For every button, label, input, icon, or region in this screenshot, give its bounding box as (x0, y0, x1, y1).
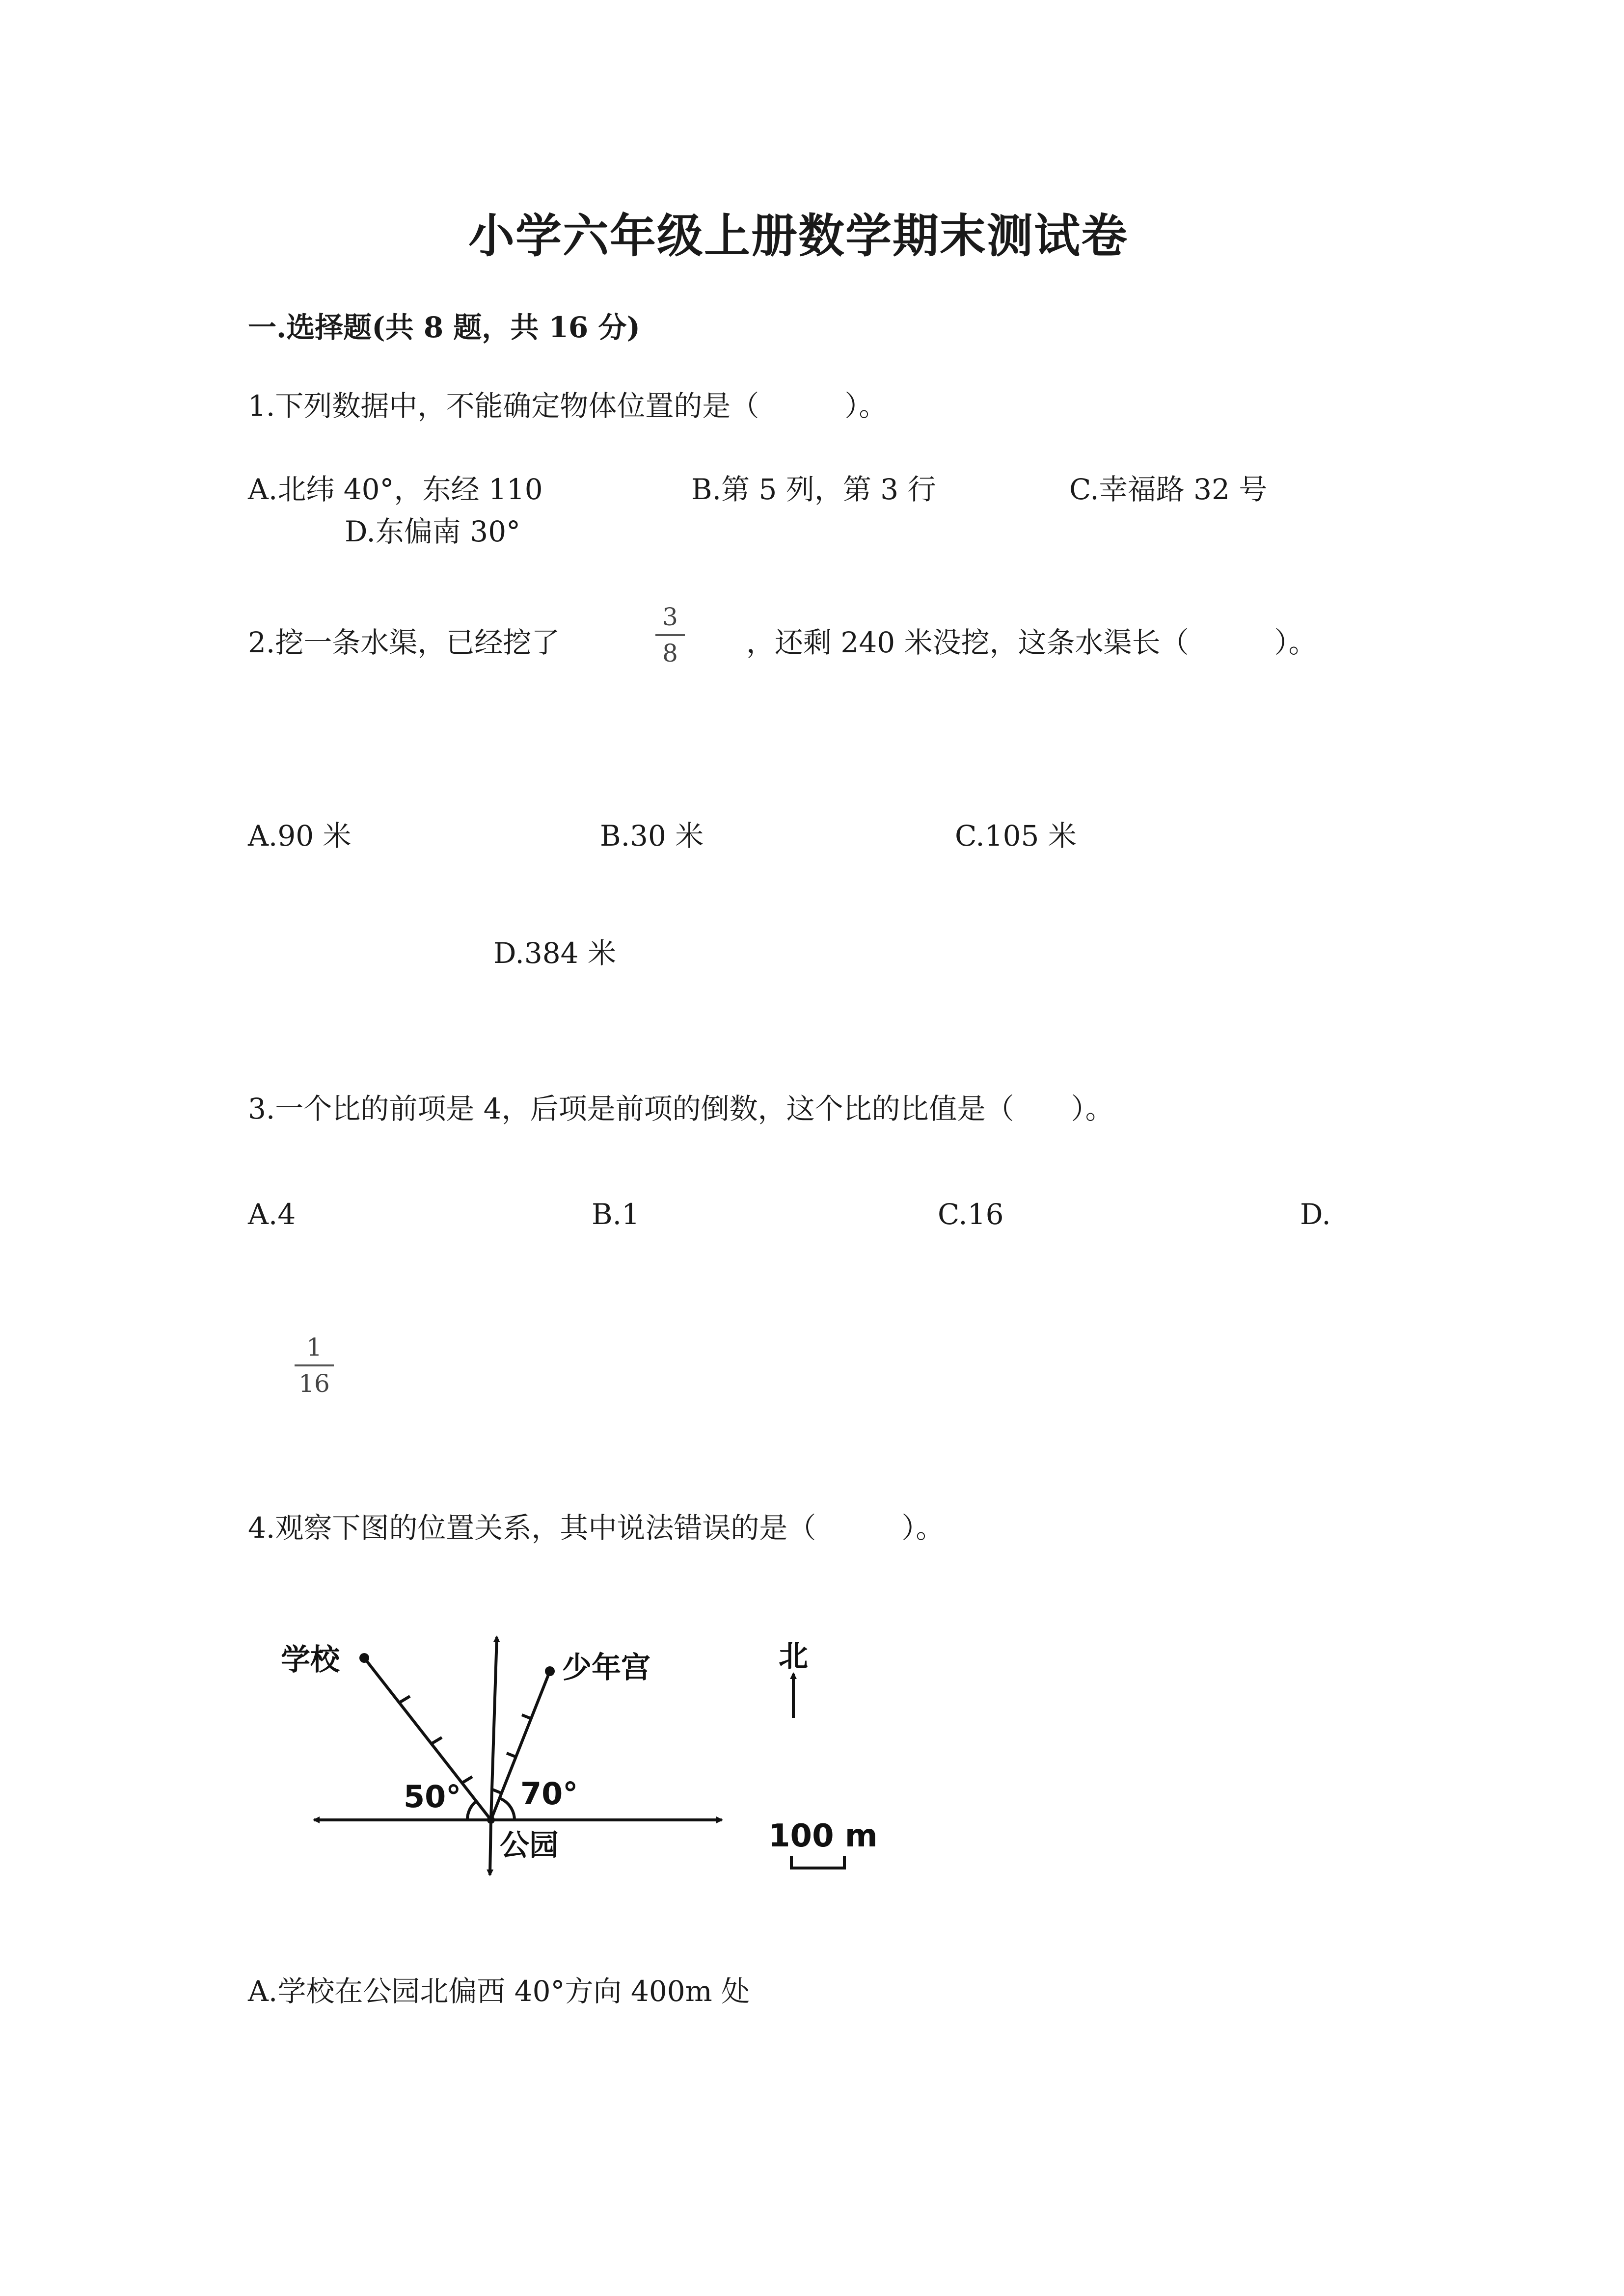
fraction-numerator: 3 (662, 603, 678, 631)
angle-left-label: 50° (404, 1779, 461, 1815)
school-point (359, 1653, 369, 1663)
angle-arc-right (500, 1798, 514, 1820)
question-4-stem: 4.观察下图的位置关系，其中说法错误的是（ ）。 (248, 1511, 945, 1545)
scale-bar (791, 1856, 844, 1868)
question-2-option-a[interactable]: A.90 米 (248, 819, 352, 853)
question-2-option-b[interactable]: B.30 米 (600, 819, 704, 853)
youth-palace-tick (522, 1715, 532, 1719)
question-1-option-d[interactable]: D.东偏南 30° (345, 515, 521, 548)
question-3-option-a[interactable]: A.4 (248, 1198, 296, 1231)
fraction-denominator: 8 (662, 639, 678, 667)
question-1-option-b[interactable]: B.第 5 列，第 3 行 (691, 473, 936, 506)
question-1-option-a[interactable]: A.北纬 40°，东经 110 (248, 473, 543, 506)
page-title: 小学六年级上册数学期末测试卷 (468, 209, 1129, 263)
south-axis (490, 1820, 491, 1875)
park-label: 公园 (500, 1828, 559, 1863)
question-3-stem: 3.一个比的前项是 4，后项是前项的倒数，这个比的比值是（ ）。 (248, 1092, 1114, 1125)
question-2-option-d[interactable]: D.384 米 (493, 936, 617, 970)
youth-palace-point (545, 1666, 555, 1676)
question-2-stem-before: 2.挖一条水渠，已经挖了 (248, 626, 560, 659)
fraction-denominator: 16 (298, 1369, 330, 1398)
scale-label: 100 m (768, 1818, 878, 1854)
school-tick (432, 1737, 442, 1743)
fraction-numerator: 1 (306, 1333, 322, 1362)
question-4-option-a[interactable]: A.学校在公园北偏西 40°方向 400m 处 (248, 1975, 750, 2008)
school-tick (462, 1777, 472, 1783)
park-point (487, 1816, 495, 1824)
youth-palace-tick (507, 1753, 516, 1757)
question-1-stem: 1.下列数据中，不能确定物体位置的是（ ）。 (248, 389, 888, 423)
angle-arc-left (467, 1801, 476, 1820)
question-2-option-c[interactable]: C.105 米 (955, 819, 1077, 853)
school-label: 学校 (281, 1643, 340, 1677)
youth-palace-tick (492, 1789, 502, 1793)
school-tick (400, 1696, 410, 1702)
question-3-option-b[interactable]: B.1 (592, 1198, 640, 1231)
question-1-option-c[interactable]: C.幸福路 32 号 (1069, 473, 1268, 506)
question-2-stem-after: ，还剩 240 米没挖，这条水渠长（ ）。 (746, 626, 1317, 659)
section-heading: 一.选择题(共 8 题，共 16 分) (248, 311, 640, 344)
question-3-option-c[interactable]: C.16 (938, 1198, 1004, 1231)
youth-palace-label: 少年宫 (562, 1651, 650, 1685)
north-label: 北 (779, 1639, 808, 1674)
angle-right-label: 70° (520, 1776, 578, 1812)
question-3-option-d[interactable]: D. (1300, 1198, 1331, 1231)
